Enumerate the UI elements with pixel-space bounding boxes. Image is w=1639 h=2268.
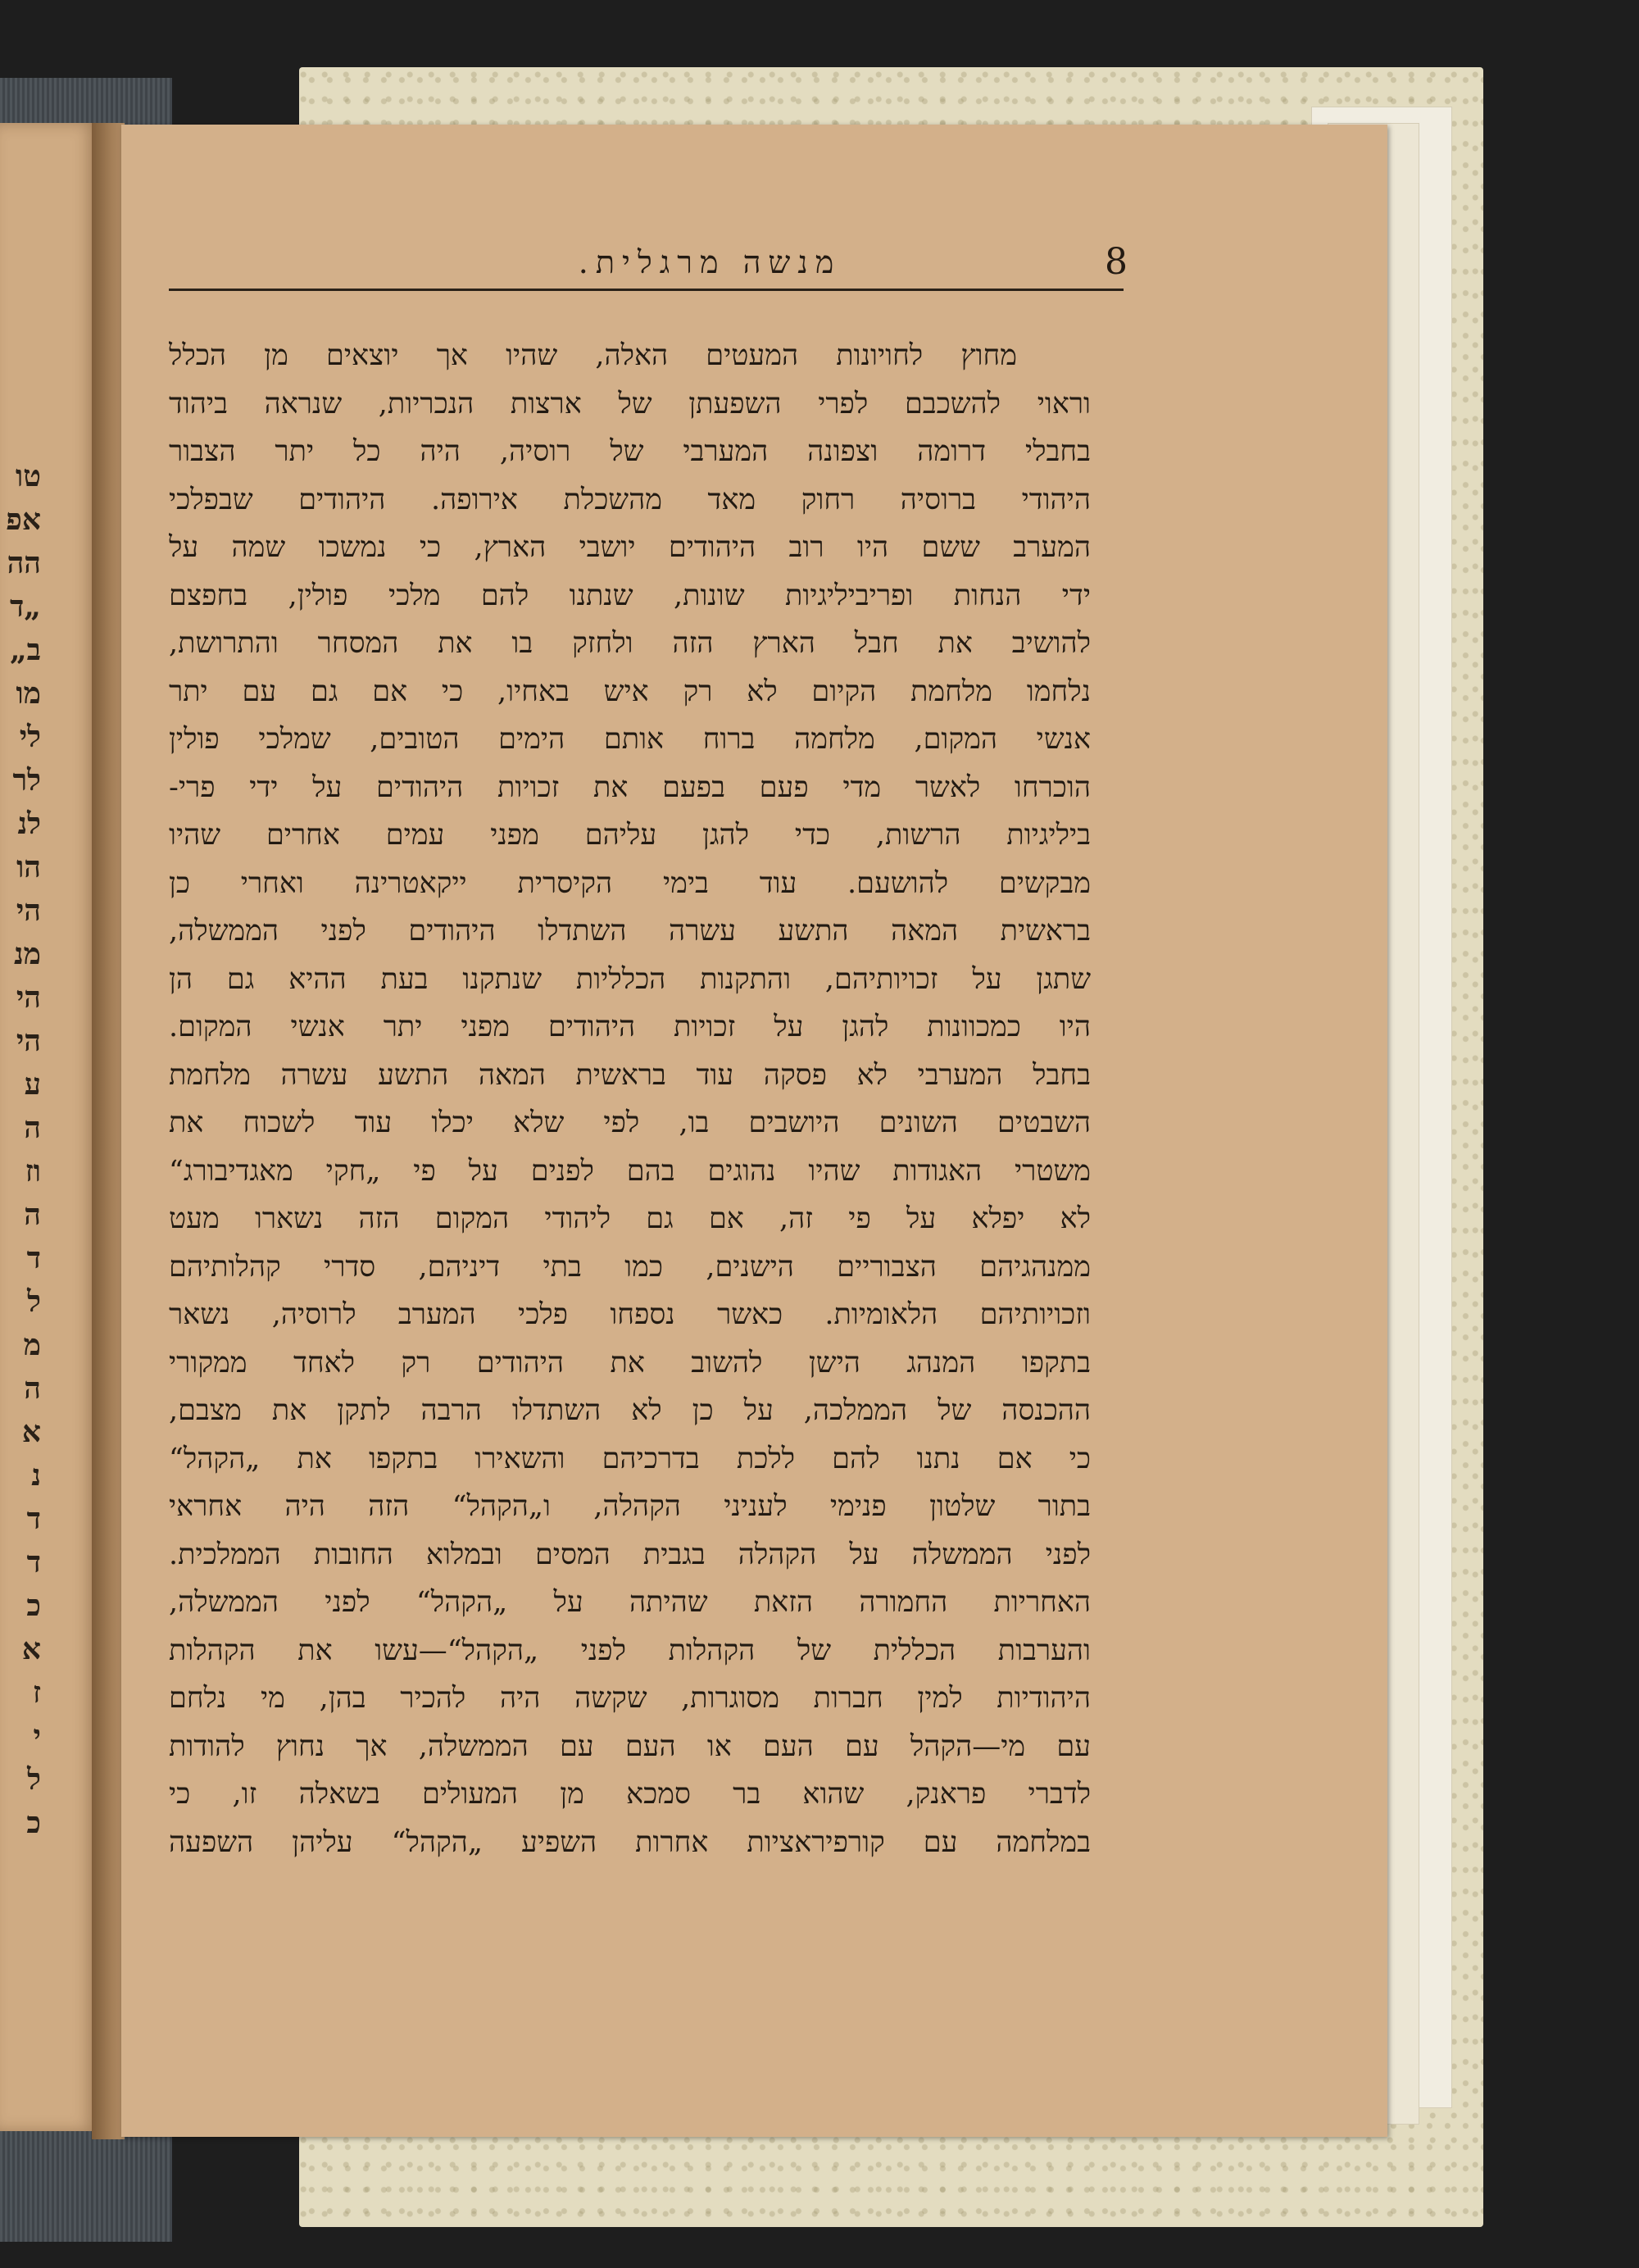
left-page-fragment: א xyxy=(21,1415,41,1449)
text-line: לפני הממשלה על הקהלה בגבית המסים ובמלוא החובות הממלכית. xyxy=(169,1538,1091,1571)
left-page-fragment: הי xyxy=(16,893,41,928)
left-page-fragment: הה xyxy=(7,546,41,580)
text-line: היו כמכוונות להגן על זכויות היהודים מפני יתר אנשי המקום. xyxy=(169,1011,1091,1043)
left-page-fragment: ד xyxy=(26,1502,41,1536)
text-line: משטרי האגודות שהיו נהוגים בהם לפנים על פי „חקי מאגדיבורג“ xyxy=(169,1154,1091,1188)
text-line: המערב ששם היו רוב היהודים יושבי הארץ, כי נמשכו שמה על xyxy=(169,531,1091,564)
left-page-fragment: כ xyxy=(26,1806,41,1840)
text-line: והערבות הכללית של הקהלות לפני „הקהל“—עשו את הקהלות xyxy=(169,1634,1091,1667)
left-page-fragment: ע xyxy=(24,1067,41,1102)
text-line: בחבלי דרומה וצפונה המערבי של רוסיה, היה כל יתר הצבור xyxy=(169,435,1091,468)
right-page xyxy=(121,125,1387,2137)
left-page-fragment: נ xyxy=(31,1458,41,1493)
left-page-fragment: ד xyxy=(26,1241,41,1275)
text-line: ההכנסה של הממלכה, על כן לא השתדלו הרבה לתקן את מצבם, xyxy=(169,1394,1091,1427)
left-page-fragment: טו xyxy=(16,459,41,493)
left-page-fragment: וז xyxy=(25,1154,41,1189)
text-line: וראוי להשכבם לפרי השפעתן של ארצות הנכריות, שנראה ביהוד xyxy=(169,387,1091,420)
left-page-fragment: י xyxy=(33,1719,41,1753)
text-line: וזכויותיהם הלאומיות. כאשר נספחו פלכי המערב לרוסיה, נשאר xyxy=(169,1298,1091,1331)
text-line: הוכרחו לאשר מדי פעם בפעם את זכויות היהודים על ידי פרי- xyxy=(169,770,1091,804)
text-line: בראשית המאה התשע עשרה השתדלו היהודים לפני הממשלה, xyxy=(169,915,1091,948)
left-page-fragment: ד xyxy=(26,1545,41,1579)
left-page-fragment: ה xyxy=(24,1371,41,1406)
text-line: השבטים השונים היושבים בו, לפי שלא יכלו עוד לשכוח את xyxy=(169,1107,1091,1139)
left-page-fragment: לנ xyxy=(17,807,41,841)
left-page-fragment: ל xyxy=(27,1762,41,1797)
left-page-fragment: הי xyxy=(16,1024,41,1058)
left-page-fragment: כ xyxy=(26,1589,41,1623)
left-page-fragment: אפ xyxy=(6,502,41,537)
text-line: היהודי ברוסיה רחוק מאד מהשכלת אירופה. היהודים שבפלכי xyxy=(169,483,1091,516)
text-line: להושיב את חבל הארץ הזה ולחזק בו את המסחר והתרושת, xyxy=(169,627,1091,660)
text-line: מבקשים להושעם. עוד בימי הקיסרית ייקאטרינה ואחרי כן xyxy=(169,866,1091,900)
text-line: כי אם נתנו להם ללכת בדרכיהם והשאירו בתקפו את „הקהל“ xyxy=(169,1442,1091,1475)
text-line: בחבל המערבי לא פסקה עוד בראשית המאה התשע עשרה מלחמת xyxy=(169,1058,1091,1092)
left-page-fragment: ה xyxy=(24,1111,41,1145)
left-page-fragment: מ xyxy=(23,1328,41,1362)
text-line: עם מי—הקהל עם העם או העם עם הממשלה, אך נחוץ להודות xyxy=(169,1729,1091,1763)
text-line: בתור שלטון פנימי לעניני הקהלה, ו„הקהל“ הזה היה אחראי xyxy=(169,1490,1091,1523)
text-line: שתגן על זכויותיהם, והתקנות הכלליות שנתקנו בעת ההיא גם הן xyxy=(169,962,1091,996)
left-page-fragment: ב„ xyxy=(9,633,41,667)
text-line: ביליגיות הרשות, כדי להגן עליהם מפני עמים אחרים שהיו xyxy=(169,819,1091,852)
left-page-fragment: ה xyxy=(24,1198,41,1232)
text-line: ידי הנחות ופריביליגיות שונות, שנתנו להם מלכי פולין, בחפצם xyxy=(169,579,1091,612)
left-page-fragment: הו xyxy=(16,850,41,884)
left-page-fragment: ז xyxy=(32,1675,41,1710)
text-line: לדברי פראנק, שהוא בר סמכא מן המעולים בשאלה זו, כי xyxy=(169,1778,1091,1811)
left-page-fragment: א xyxy=(21,1632,41,1666)
text-line: לא יפלא על פי זה, אם גם ליהודי המקום הזה נשארו מעט xyxy=(169,1202,1091,1235)
left-page-fragment: מנ xyxy=(13,937,41,971)
text-line: בתקפו המנהג הישן להשוב את היהודים רק לאחד ממקורי xyxy=(169,1346,1091,1379)
running-header xyxy=(169,239,1128,291)
left-page-fragment: „ד xyxy=(9,589,41,624)
left-page-fragment: הי xyxy=(16,980,41,1015)
left-page-fragment: מו xyxy=(16,676,41,711)
left-page-fragment: ל xyxy=(27,1284,41,1319)
text-line: במלחמה עם קורפיראציות אחרות השפיע „הקהל“ עליהן השפעה xyxy=(169,1825,1091,1859)
running-title: מנשה מרגלית. xyxy=(578,244,842,280)
page-number: 8 xyxy=(1105,241,1128,283)
left-page-fragment: לר xyxy=(12,763,41,798)
left-page xyxy=(0,123,97,2131)
text-line: האחריות החמורה הזאת שהיתה על „הקהל“ לפני הממשלה, xyxy=(169,1586,1091,1619)
text-line: נלחמו מלחמת הקיום לא רק איש באחיו, כי אם גם עם יתר xyxy=(169,675,1091,708)
text-line: היהודיות למין חברות מסוגרות, שקשה היה להכיר בהן, מי נלחם xyxy=(169,1682,1091,1715)
left-page-fragment: לי xyxy=(19,720,41,754)
left-page-text-fragments xyxy=(0,455,41,1845)
body-text xyxy=(169,332,1091,1866)
text-line: מחוץ לחויונות המעטים האלה, שהיו אך יוצאים מן הכלל xyxy=(169,339,1017,372)
page-gutter xyxy=(92,123,125,2139)
text-line: אנשי המקום, מלחמה ברוח אותם הימים הטובים, שמלכי פולין xyxy=(169,723,1091,756)
text-line: ממנהגיהם הצבוריים הישנים, כמו בתי דיניהם, סדרי קהלותיהם xyxy=(169,1250,1091,1284)
